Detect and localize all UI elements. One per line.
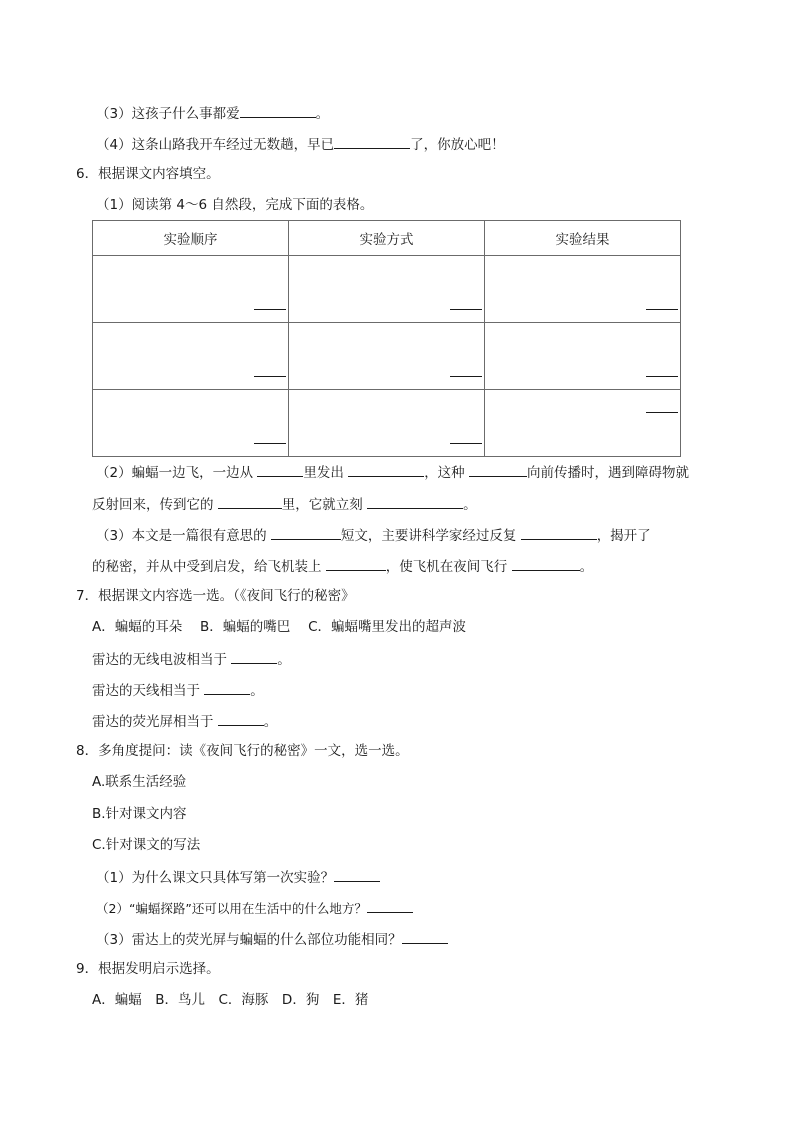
table-header-row [93,221,681,256]
text: （3）雷达上的荧光屏与蝙蝠的什么部位功能相同？ [96,932,402,948]
q5-item-4 [96,134,505,154]
q7-title: 7．根据课文内容选一选。（《夜间飞行的秘密》 [76,588,355,604]
q8-question-2 [96,898,413,918]
blank[interactable] [204,680,250,695]
q5-item-4-text: （4）这条山路我开车经过无数趟，早已 [96,137,335,153]
cell-blank[interactable] [450,376,482,377]
cell-blank[interactable] [450,443,482,444]
text: ，揭开了 [596,528,651,544]
q7-item-1 [92,649,291,669]
q8-question-1 [96,867,380,887]
blank[interactable] [218,711,264,726]
q6-title: 6．根据课文内容填空。 [76,166,220,182]
text: 。 [250,683,264,699]
q8-title: 8．多角度提问：读《夜间飞行的秘密》一文，选一选。 [76,743,409,759]
table-header-result: 实验结果 [485,221,681,256]
q7-item-3 [92,711,277,731]
text: 里发出 [303,465,349,481]
q7-options: A．蝙蝠的耳朵 B．蝙蝠的嘴巴 C．蝙蝠嘴里发出的超声波 [92,619,467,635]
q5-item-4-end: 了，你放心吧！ [410,137,505,153]
q7-item-2 [92,680,264,700]
text: 短文，主要讲科学家经过反复 [340,528,521,544]
cell-blank[interactable] [254,443,286,444]
text: （2）“蝙蝠探路”还可以用在生活中的什么地方？ [96,901,367,916]
table-cell[interactable] [485,256,681,323]
q6-sub3-line1 [96,525,651,545]
blank[interactable] [367,494,463,509]
table-cell[interactable] [289,390,485,457]
text: 。 [463,497,477,513]
text: （2）蝙蝠一边飞，一边从 [96,465,258,481]
table-cell[interactable] [485,323,681,390]
cell-blank[interactable] [646,309,678,310]
blank[interactable] [512,556,580,571]
table-cell[interactable] [93,323,289,390]
q5-item-3 [96,103,329,123]
q6-sub2-line2 [92,494,477,514]
text: 反射回来，传到它的 [92,497,218,513]
blank[interactable] [326,556,386,571]
blank[interactable] [367,898,413,913]
text: ，使飞机在夜间飞行 [385,559,512,575]
blank[interactable] [402,929,448,944]
text: 雷达的天线相当于 [92,683,205,699]
text: 向前传播时，遇到障碍物就 [526,465,689,481]
table-row [93,323,681,390]
q5-item-4-blank[interactable] [334,134,410,149]
text: 。 [277,652,291,668]
q5-item-3-blank[interactable] [240,103,316,118]
q5-item-3-end: 。 [315,106,330,122]
blank[interactable] [218,494,282,509]
q8-choice-a: A.联系生活经验 [92,774,187,790]
q9-title: 9．根据发明启示选择。 [76,961,220,977]
table-row [93,256,681,323]
q8-choice-c: C.针对课文的写法 [92,837,201,853]
cell-blank[interactable] [646,376,678,377]
text: 。 [579,559,594,575]
table-header-order: 实验顺序 [93,221,289,256]
text: 。 [263,714,278,730]
table-cell[interactable] [485,390,681,457]
q6-sub3-line2 [92,556,593,576]
cell-blank[interactable] [254,376,286,377]
q8-choice-b: B.针对课文内容 [92,806,187,822]
q5-item-3-text: （3）这孩子什么事都爱 [96,106,240,122]
text: （1）为什么课文只具体写第一次实验？ [96,870,335,886]
blank[interactable] [231,649,277,664]
blank[interactable] [469,462,527,477]
q9-options: A．蝙蝠 B．鸟儿 C．海豚 D．狗 E．猪 [92,992,369,1008]
cell-blank[interactable] [254,309,286,310]
table-cell[interactable] [93,256,289,323]
text: 雷达的无线电波相当于 [92,652,232,668]
text: ，这种 [424,465,469,481]
text: 的秘密，并从中受到启发，给飞机装上 [92,559,326,575]
cell-blank[interactable] [450,309,482,310]
text: 雷达的荧光屏相当于 [92,714,218,730]
table-cell[interactable] [93,390,289,457]
table-cell[interactable] [289,256,485,323]
q8-question-3 [96,929,448,949]
text: （3）本文是一篇很有意思的 [96,528,271,544]
blank[interactable] [521,525,597,540]
table-cell[interactable] [289,323,485,390]
text: 里，它就立刻 [281,497,368,513]
experiment-table [92,220,681,457]
cell-blank[interactable] [646,412,678,413]
blank[interactable] [348,462,424,477]
blank[interactable] [257,462,303,477]
blank[interactable] [334,867,380,882]
q6-sub2-line1 [96,462,689,482]
table-row [93,390,681,457]
blank[interactable] [271,525,341,540]
table-header-method: 实验方式 [289,221,485,256]
q6-sub1: （1）阅读第 4～6 自然段，完成下面的表格。 [96,197,374,213]
